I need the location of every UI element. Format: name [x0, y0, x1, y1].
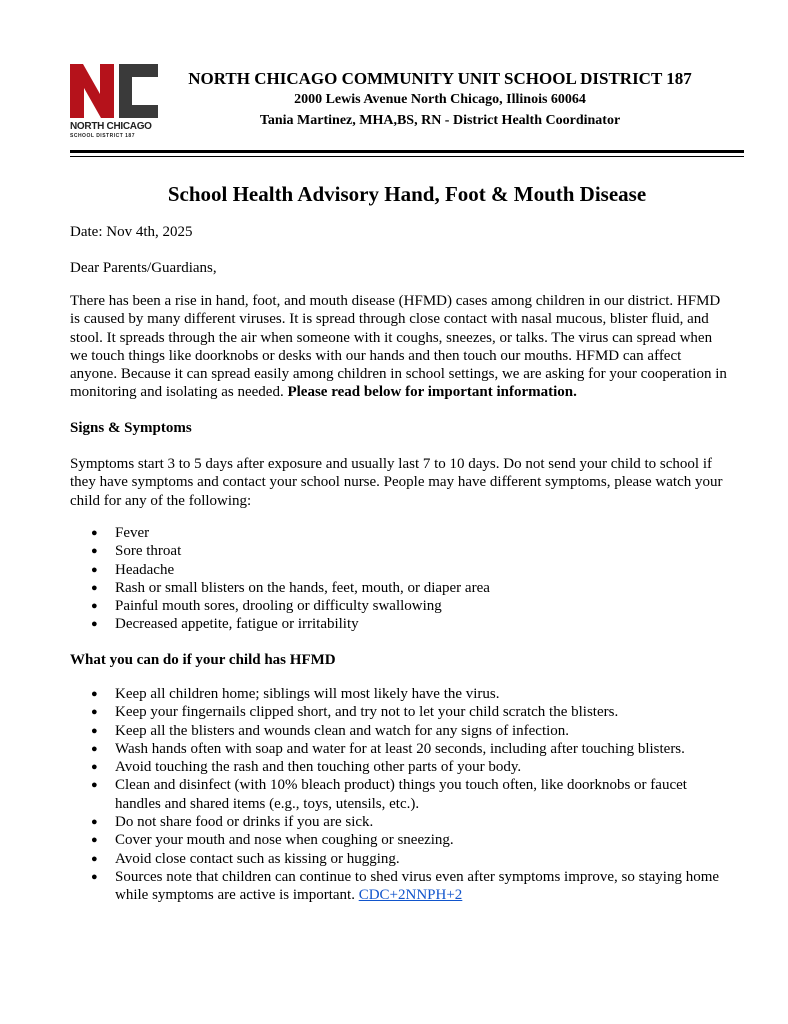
district-address: 2000 Lewis Avenue North Chicago, Illinois 60064: [294, 92, 586, 107]
district-name: NORTH CHICAGO COMMUNITY UNIT SCHOOL DISTRICT 187: [188, 69, 692, 88]
header-rule-thick: [70, 150, 744, 153]
page-title: School Health Advisory Hand, Foot & Mouth Disease: [167, 182, 647, 206]
list-item: ● Sore throat: [95, 542, 735, 560]
logo-text-line1: NORTH CHICAGO: [70, 121, 152, 132]
nc-logo-icon: [70, 64, 158, 118]
actions-list: [95, 685, 735, 905]
intro-text: There has been a rise in hand, foot, and mouth disease (HFMD) cases among children in our district. HFMD is caused by many different viruses. It is spread through close contact with nasal mucous, blister fluid, and stool. It spreads through the air when someone with it coughs, sneezes, or talks. The virus can spread when we touch things like doorknobs or desks with our hands and then touch our mouths. HFMD can affect anyone. Because it can spread easily among children in school settings, we are asking for your cooperation in monitoring and isolating as needed.: [70, 293, 727, 401]
list-item: ● Keep your fingernails clipped short, and try not to let your child scratch the blisters.: [95, 703, 735, 721]
list-item: ● Clean and disinfect (with 10% bleach product) things you touch often, like doorknobs or faucet handles and shared items (e.g., toys, utensils, etc.).: [95, 776, 735, 813]
intro-bold-note: Please read below for important information.: [287, 384, 577, 401]
list-item: ● Rash or small blisters on the hands, feet, mouth, or diaper area: [95, 579, 735, 597]
symptoms-heading: Signs & Symptoms: [70, 420, 192, 436]
list-item: ● Do not share food or drinks if you are sick.: [95, 813, 735, 831]
symptoms-paragraph: Symptoms start 3 to 5 days after exposure and usually last 7 to 10 days. Do not send your child to school if they have symptoms and contact your school nurse. People may have different symptoms, please watch your child for any of the following:: [70, 456, 723, 509]
logo-text-line2: SCHOOL DISTRICT 187: [70, 133, 135, 139]
list-item-last: [95, 868, 735, 905]
list-item: ● Avoid touching the rash and then touching other parts of your body.: [95, 758, 735, 776]
list-item: ● Wash hands often with soap and water for at least 20 seconds, including after touching blisters.: [95, 740, 735, 758]
health-coordinator: Tania Martinez, MHA,BS, RN - District Health Coordinator: [259, 113, 621, 128]
list-item: ● Keep all children home; siblings will most likely have the virus.: [95, 685, 735, 703]
list-item: ● Painful mouth sores, drooling or difficulty swallowing: [95, 597, 735, 615]
actions-heading: What you can do if your child has HFMD: [70, 652, 336, 668]
district-logo: [70, 64, 160, 144]
list-item: ● Keep all the blisters and wounds clean and watch for any signs of infection.: [95, 722, 735, 740]
list-item: ● Avoid close contact such as kissing or hugging.: [95, 850, 735, 868]
list-item: ● Decreased appetite, fatigue or irritability: [95, 615, 735, 633]
source-link[interactable]: CDC+2NNPH+2: [358, 887, 463, 904]
intro-paragraph: [70, 292, 730, 402]
last-item-text: Sources note that children can continue to shed virus even after symptoms improve, so staying home while symptoms are active is important.: [115, 868, 720, 904]
list-item: ● Cover your mouth and nose when coughing or sneezing.: [95, 831, 735, 849]
letter-greeting: Dear Parents/Guardians,: [70, 260, 217, 276]
list-item: ● Headache: [95, 561, 735, 579]
symptoms-list: [95, 524, 735, 634]
letter-date: Date: Nov 4th, 2025: [70, 224, 193, 240]
header-rule-thin: [70, 156, 744, 157]
list-item: ● Fever: [95, 524, 735, 542]
